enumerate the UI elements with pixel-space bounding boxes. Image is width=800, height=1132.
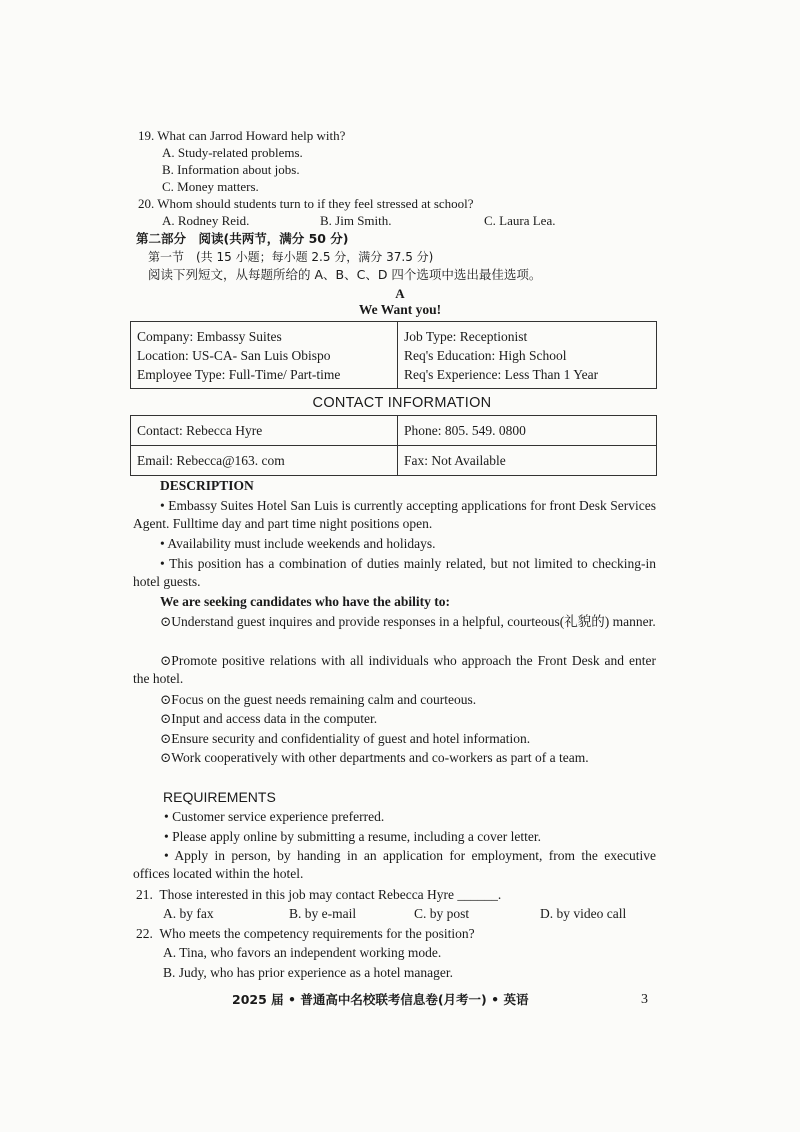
req-education: Req's Education: High School — [404, 347, 567, 363]
description-bullet: • Availability must include weekends and holidays. — [160, 536, 436, 551]
requirement-item: • Apply in person, by handing in an application for employment, from the executive offices located within the hotel. — [133, 848, 656, 881]
description-bullet: • This position has a combination of duties mainly related, but not limited to checking-in hotel guests. — [133, 556, 656, 589]
contact-email: Email: Rebecca@163. com — [131, 446, 398, 476]
q19-option-a: A. Study-related problems. — [162, 145, 303, 160]
employee-type: Employee Type: Full-Time/ Part-time — [137, 366, 341, 382]
section-instruction: 阅读下列短文，从每题所给的 A、B、C、D 四个选项中选出最佳选项。 — [148, 267, 542, 282]
job-info-right — [398, 322, 657, 389]
ability-item: ⊙Input and access data in the computer. — [160, 711, 378, 726]
seeking-heading: We are seeking candidates who have the ability to: — [160, 594, 450, 609]
description-heading: DESCRIPTION — [160, 478, 254, 493]
q19-option-c: C. Money matters. — [162, 179, 259, 194]
description-bullet: • Embassy Suites Hotel San Luis is currently accepting applications for front Desk Services Agent. Fulltime day and part time night positions open. — [133, 498, 656, 531]
job-type: Job Type: Receptionist — [404, 328, 528, 344]
footer-title: 2025 届 • 普通高中名校联考信息卷(月考一) • 英语 — [232, 992, 529, 1007]
job-info-left — [131, 322, 398, 389]
question-21: 21. Those interested in this job may contact Rebecca Hyre ______. — [136, 887, 502, 902]
requirement-item: • Customer service experience preferred. — [164, 809, 385, 824]
passage-letter: A — [395, 286, 405, 301]
q21-option-b: B. by e-mail — [289, 906, 357, 921]
ability-item: ⊙Promote positive relations with all individuals who approach the Front Desk and enter the hotel. — [133, 653, 656, 686]
q20-option-c: C. Laura Lea. — [484, 213, 556, 228]
q22-option-b: B. Judy, who has prior experience as a hotel manager. — [163, 965, 454, 980]
ability-item: ⊙Work cooperatively with other departments and co-workers as part of a team. — [160, 750, 589, 765]
q19-option-b: B. Information about jobs. — [162, 162, 300, 177]
location: Location: US-CA- San Luis Obispo — [137, 347, 331, 363]
requirements-heading: REQUIREMENTS — [163, 789, 276, 805]
q20-option-b: B. Jim Smith. — [320, 213, 392, 228]
q21-option-c: C. by post — [414, 906, 470, 921]
contact-phone: Phone: 805. 549. 0800 — [398, 416, 657, 446]
section-title: 第二部分 阅读(共两节，满分 50 分) — [136, 231, 349, 246]
question-19: 19. What can Jarrod Howard help with? — [138, 128, 346, 143]
q21-option-d: D. by video call — [540, 906, 627, 921]
q21-option-a: A. by fax — [163, 906, 214, 921]
contact-name: Contact: Rebecca Hyre — [131, 416, 398, 446]
page-number: 3 — [641, 992, 648, 1007]
section-subtitle: 第一节 (共 15 小题；每小题 2.5 分，满分 37.5 分) — [148, 250, 434, 264]
contact-heading: CONTACT INFORMATION — [312, 395, 492, 411]
ability-item: ⊙Ensure security and confidentiality of guest and hotel information. — [160, 731, 531, 746]
job-info-table — [130, 321, 657, 389]
ability-item: ⊙Understand guest inquires and provide responses in a helpful, courteous(礼貌的) manner. — [160, 614, 656, 629]
requirement-item: • Please apply online by submitting a resume, including a cover letter. — [164, 829, 542, 844]
question-22: 22. Who meets the competency requirements for the position? — [136, 926, 475, 941]
contact-table — [130, 415, 657, 476]
passage-title: We Want you! — [358, 302, 442, 317]
req-experience: Req's Experience: Less Than 1 Year — [404, 366, 599, 382]
q20-option-a: A. Rodney Reid. — [162, 213, 250, 228]
company: Company: Embassy Suites — [137, 328, 282, 344]
contact-fax: Fax: Not Available — [398, 446, 657, 476]
q22-option-a: A. Tina, who favors an independent working mode. — [163, 945, 442, 960]
question-20: 20. Whom should students turn to if they feel stressed at school? — [138, 196, 474, 211]
ability-item: ⊙Focus on the guest needs remaining calm and courteous. — [160, 692, 477, 707]
